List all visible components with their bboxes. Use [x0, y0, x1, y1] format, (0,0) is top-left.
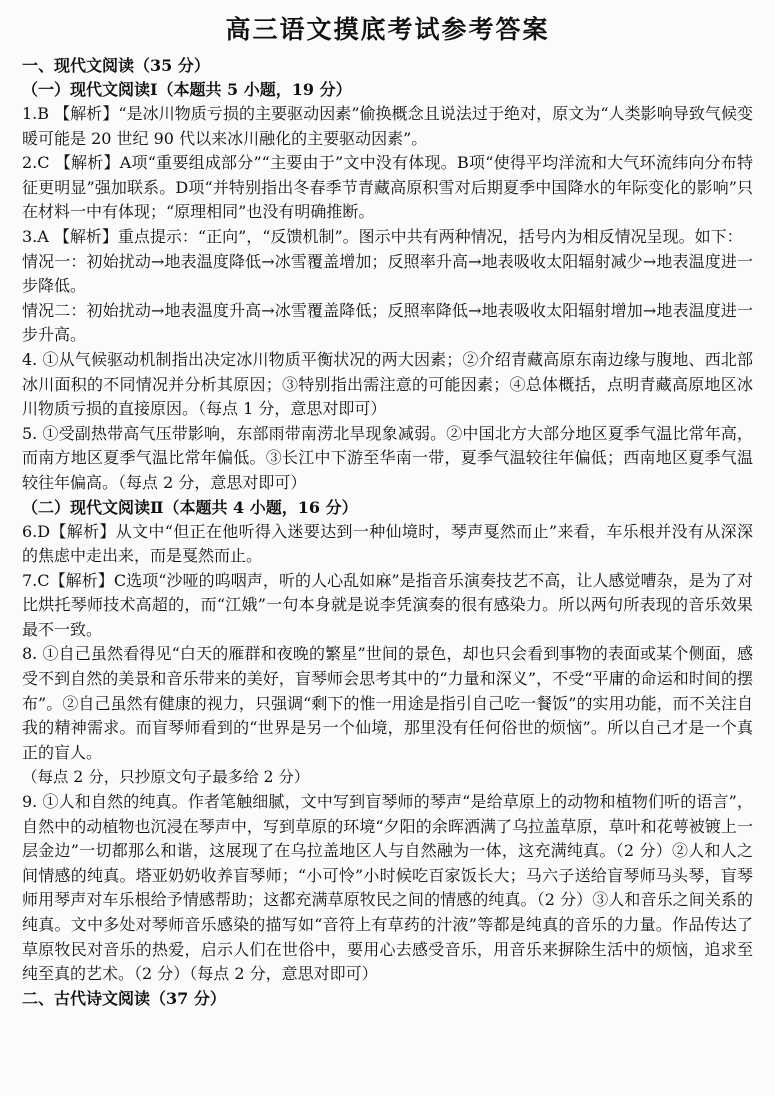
answer-q8: 8. ①自己虽然看得见“白天的雁群和夜晚的繁星”世间的景色，却也只会看到事物的表面或某个侧面，感受不到自然的美景和音乐带来的美好，盲琴师会思考其中的“力量和深义”，不受“平庸的命运和时间的摆布”。②自己虽然有健康的视力，只强调“剩下的惟一用途是指引自己吃一餐饭”的实用功能，而不关注自我的精神需求。而盲琴师看到的“世界是另一个仙境，那里没有任何俗世的烦恼”。所以自己才是一个真正的盲人。: [22, 644, 753, 762]
answer-q8-scoring-note: （每点 2 分，只抄原文句子最多给 2 分）: [22, 768, 310, 787]
answer-q3-case-2: 情况二：初始扰动→地表温度升高→冰雪覆盖降低；反照率降低→地表吸收太阳辐射增加→地表温度进一步升高。: [22, 300, 753, 345]
answer-q9: 9. ①人和自然的纯真。作者笔触细腻，文中写到盲琴师的琴声“是给草原上的动物和植物们听的语言”，自然中的动植物也沉浸在琴声中，写到草原的环境“夕阳的余晖洒满了乌拉盖草原，草叶和花萼被镀上一层金边”一切都那么和谐，这展现了在乌拉盖地区人与自然融为一体，这充满纯真。（2 分）②人和人之间情感的纯真。塔亚奶奶收养盲琴师；“小可怜”小时候吃百家饭长大；马六子送给盲琴师马头琴，盲琴师用琴声对车乐根给予情感帮助；这都充满草原牧民之间的情感的纯真。（2 分）③人和音乐之间关系的纯真。文中多处对琴师音乐感染的描写如“音符上有草药的汁液”等都是纯真的音乐的力量。作品传达了草原牧民对音乐的热爱，启示人们在世俗中，要用心去感受音乐，用音乐来摒除生活中的烦恼，追求至纯至真的艺术。（2 分）（每点 2 分，意思对即可）: [22, 792, 753, 984]
answer-q6: 6.D【解析】从文中“但正在他听得入迷要达到一种仙境时，琴声戛然而止”来看，车乐根并没有从深深的焦虑中走出来，而是戛然而止。: [22, 521, 753, 566]
answer-q2: 2.C 【解析】A项“重要组成部分”“主要由于”文中没有体现。B项“使得平均洋流和大气环流纬向分布特征更明显”强加联系。D项“并特别指出冬春季节青藏高原积雪对后期夏季中国降水的年际变化的影响”只在材料一中有体现；“原理相同”也没有明确推断。: [22, 153, 753, 222]
page-title: 高三语文摸底考试参考答案: [225, 15, 550, 44]
answer-q7: 7.C【解析】C选项“沙哑的呜咽声，听的人心乱如麻”是指音乐演奏技艺不高，让人感觉嘈杂，是为了对比烘托琴师技术高超的，而“江娥”一句本身就是说李凭演奏的很有感染力。所以两句所表现的音乐效果最不一致。: [22, 570, 753, 639]
part-heading-reading-1: （一）现代文阅读Ⅰ（本题共 5 小题，19 分）: [22, 80, 352, 99]
answer-q3: 3.A 【解析】重点提示：“正向”，“反馈机制”。图示中共有两种情况，括号内为相反情况呈现。如下：: [22, 226, 743, 246]
part-heading-reading-2: （二）现代文阅读Ⅱ（本题共 4 小题，16 分）: [22, 497, 358, 517]
section-heading-modern-reading: 一、现代文阅读（35 分）: [22, 56, 210, 75]
answer-q5: 5. ①受副热带高气压带影响，东部雨带南涝北旱现象减弱。②中国北方大部分地区夏季气温比常年高，而南方地区夏季气温比常年偏低。③长江中下游至华南一带，夏季气温较往年偏低；西南地区夏季气温较往年偏高。（每点 2 分，意思对即可）: [22, 423, 753, 492]
answer-q4: 4. ①从气候驱动机制指出决定冰川物质平衡状况的两大因素；②介绍青藏高原东南边缘与腹地、西北部冰川面积的不同情况并分析其原因；③特别指出需注意的可能因素；④总体概括，点明青藏高原地区冰川物质亏损的直接原因。（每点 1 分，意思对即可）: [22, 349, 753, 419]
answer-q3-case-1: 情况一：初始扰动→地表温度降低→冰雪覆盖增加；反照率升高→地表吸收太阳辐射减少→地表温度进一步降低。: [22, 251, 753, 296]
answer-q1: 1.B 【解析】“是冰川物质亏损的主要驱动因素”偷换概念且说法过于绝对，原文为“人类影响导致气候变暖可能是 20 世纪 90 代以来冰川融化的主要驱动因素”。: [22, 104, 753, 148]
section-heading-classical-reading: 二、古代诗文阅读（37 分）: [22, 988, 226, 1008]
